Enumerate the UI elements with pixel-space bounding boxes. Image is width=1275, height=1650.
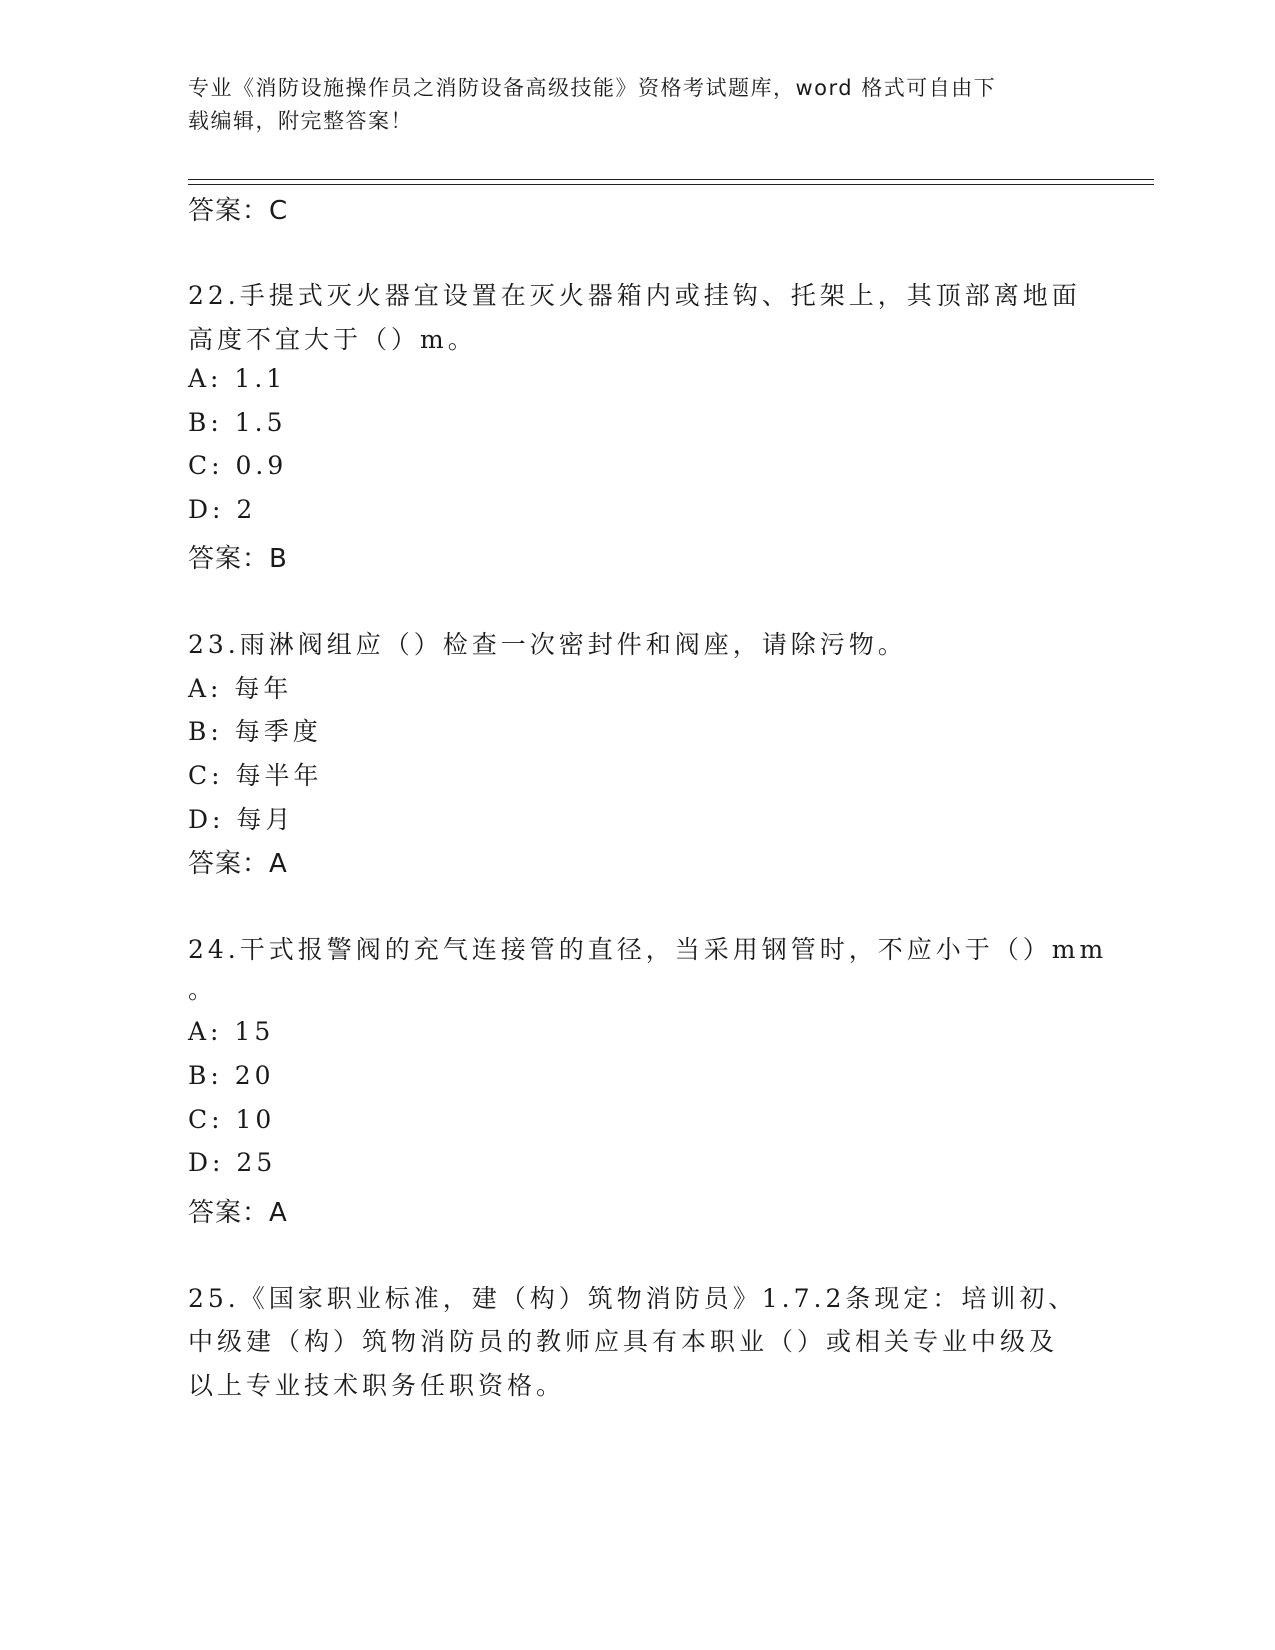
question-24-option-a: A: 15 — [188, 1017, 275, 1046]
question-22-option-a: A: 1.1 — [188, 364, 287, 393]
previous-answer: 答案：C — [188, 196, 289, 226]
question-23-answer: 答案：A — [188, 849, 288, 879]
header-line-2: 载编辑，附完整答案！ — [188, 109, 413, 133]
question-23-option-b: B: 每季度 — [188, 717, 322, 746]
question-23-option-a: A: 每年 — [188, 674, 293, 703]
question-25-stem-line-2: 中级建（构）筑物消防员的教师应具有本职业（）或相关专业中级及 — [188, 1327, 1059, 1356]
question-22-stem-line-2: 高度不宜大于（）m。 — [188, 325, 477, 354]
header-line-1: 专业《消防设施操作员之消防设备高级技能》资格考试题库，word 格式可自由下 — [188, 76, 997, 100]
header-divider-top — [188, 179, 1154, 180]
header-divider-bottom — [188, 184, 1154, 185]
question-24-stem-line-2: 。 — [188, 975, 218, 1004]
question-22-option-b: B: 1.5 — [188, 408, 287, 437]
question-24-option-d: D: 25 — [188, 1148, 277, 1177]
question-25-stem-line-1: 25.《国家职业标准，建（构）筑物消防员》1.7.2条现定：培训初、 — [188, 1284, 1078, 1313]
question-23-option-d: D: 每月 — [188, 805, 295, 834]
question-24-option-b: B: 20 — [188, 1061, 275, 1090]
question-25-stem-line-3: 以上专业技术职务任职资格。 — [188, 1371, 566, 1400]
question-24-stem-line-1: 24.干式报警阀的充气连接管的直径，当采用钢管时，不应小于（）mm — [188, 935, 1108, 964]
question-24-option-c: C: 10 — [188, 1105, 276, 1134]
question-23-option-c: C: 每半年 — [188, 761, 323, 790]
question-22-answer: 答案：B — [188, 544, 288, 574]
question-24-answer: 答案：A — [188, 1198, 288, 1228]
question-22-stem-line-1: 22.手提式灭火器宜设置在灭火器箱内或挂钩、托架上，其顶部离地面 — [188, 281, 1081, 310]
document-header — [188, 72, 1068, 138]
question-22-option-c: C: 0.9 — [188, 451, 288, 480]
question-23-stem-line-1: 23.雨淋阀组应（）检查一次密封件和阀座，请除污物。 — [188, 630, 907, 659]
question-22-option-d: D: 2 — [188, 495, 257, 524]
